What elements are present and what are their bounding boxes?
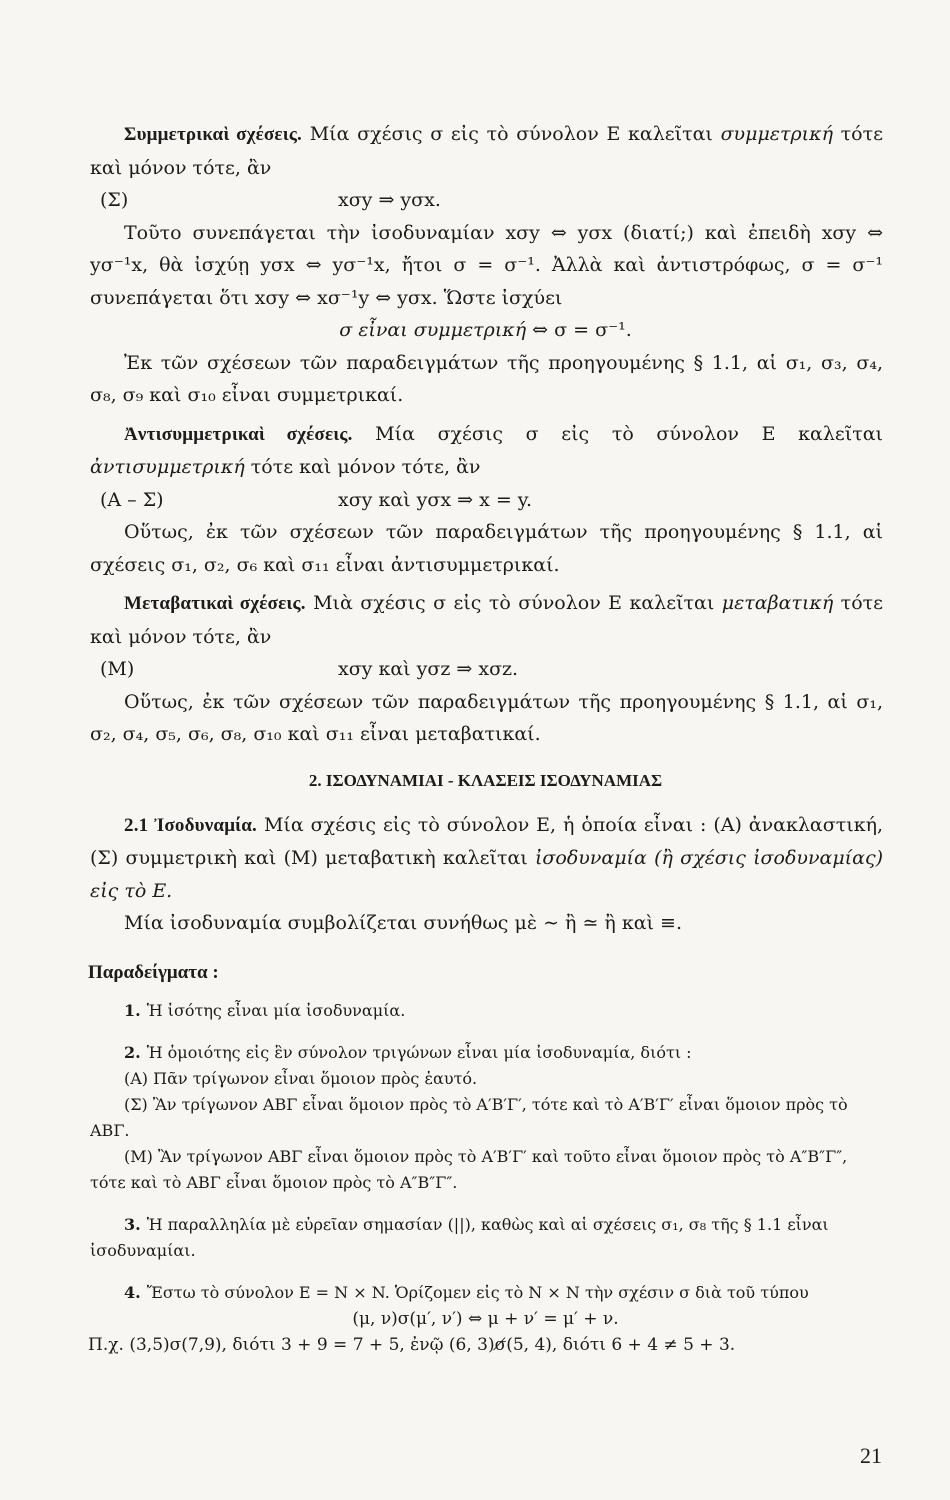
example-2: 2. Ἡ ὁμοιότης εἰς ἓν σύνολον τριγώνων εἶναι μία ἰσοδυναμία, διότι : (Α) Πᾶν τρίγωνον εἶναι ὅμοιον πρὸς ἑαυτό. (Σ) Ἂν τρίγωνον ΑΒΓ εἶναι ὅμοιον πρὸς τὸ Α′Β′Γ′, τότε καὶ τὸ Α′Β′Γ′ εἶναι ὅμοιον πρὸς τὸ ΑΒΓ. (Μ) Ἂν τρίγωνον ΑΒΓ εἶναι ὅμοιον πρὸς τὸ Α′Β′Γ′ καὶ τοῦτο εἶναι ὅμοιον πρὸς τὸ Α″Β″Γ″, τότε καὶ τὸ ΑΒΓ εἶναι ὅμοιον πρὸς τὸ Α″Β″Γ″. xyxy=(90,1042,848,1192)
example-3: 3. Ἡ παραλληλία μὲ εὐρεῖαν σημασίαν (||), καθὼς καὶ αἱ σχέσεις σ₁, σ₈ τῆς § 1.1 εἶναι ἰσοδυναμίαι. xyxy=(90,1214,829,1260)
transitive-definition: Μεταβατικαὶ σχέσεις. Μιὰ σχέσις σ εἰς τὸ σύνολον Ε καλεῖται μεταβατική τότε καὶ μόνον τότε, ἂν xyxy=(90,592,883,648)
page-number: 21 xyxy=(860,1443,882,1468)
section-title: 2. ΙΣΟΔΥΝΑΜΙΑΙ - ΚΛΑΣΕΙΣ ΙΣΟΔΥΝΑΜΙΑΣ xyxy=(308,770,663,790)
symmetric-equivalence: σ εἶναι συμμετρική ⇔ σ = σ⁻¹. xyxy=(339,319,632,341)
example-4: 4. Ἔστω τὸ σύνολον Ε = N × N. Ὁρίζομεν εἰς τὸ N × N τὴν σχέσιν σ διὰ τοῦ τύπου (μ, ν)σ(μ′, ν′) ⇔ μ + ν′ = μ′ + ν. Π.χ. (3,5)σ(7,9), διότι 3 + 9 = 7 + 5, ἐνῷ (6, 3)σ̸(5, 4), διότι 6 + 4 ≠ 5 + 3. xyxy=(88,1280,883,1358)
example-4-instance: Π.χ. (3,5)σ(7,9), διότι 3 + 9 = 7 + 5, ἐνῷ (6, 3)σ̸(5, 4), διότι 6 + 4 ≠ 5 + 3. xyxy=(88,1334,736,1355)
symmetric-term: συμμετρική xyxy=(720,123,833,145)
symmetric-heading: Συμμετρικαὶ σχέσεις. xyxy=(124,124,303,145)
transitive-term: μεταβατική xyxy=(721,592,834,614)
equivalence-heading: 2.1 Ἰσοδυναμία. xyxy=(124,814,258,836)
antisymmetric-term: ἀντισυμμετρική xyxy=(90,456,245,478)
transitive-examples: Οὕτως, ἐκ τῶν σχέσεων τῶν παραδειγμάτων τῆς προηγουμένης § 1.1, αἱ σ₁, σ₂, σ₄, σ₅, σ₆, σ₈, σ₁₀ καὶ σ₁₁ εἶναι μεταβατικαί. xyxy=(90,690,883,745)
page-body xyxy=(88,118,883,1358)
symmetric-definition: Συμμετρικαὶ σχέσεις. Μία σχέσις σ εἰς τὸ σύνολον Ε καλεῖται συμμετρική τότε καὶ μόνον τότε, ἂν xyxy=(90,123,883,179)
symmetric-examples: Ἐκ τῶν σχέσεων τῶν παραδειγμάτων τῆς προηγουμένης § 1.1, αἱ σ₁, σ₃, σ₄, σ₈, σ₉ καὶ σ₁₀ εἶναι συμμετρικαί. xyxy=(90,351,883,406)
equivalence-symbols: Μία ἰσοδυναμία συμβολίζεται συνήθως μὲ ∼ ἢ ≃ ἢ καὶ ≡. xyxy=(124,912,682,934)
antisymmetric-examples: Οὕτως, ἐκ τῶν σχέσεων τῶν παραδειγμάτων τῆς προηγουμένης § 1.1, αἱ σχέσεις σ₁, σ₂, σ₆ καὶ σ₁₁ εἶναι ἀντισυμμετρικαί. xyxy=(90,521,883,576)
example-4-formula: (μ, ν)σ(μ′, ν′) ⇔ μ + ν′ = μ′ + ν. xyxy=(352,1308,619,1329)
equivalence-term: ἰσοδυναμία (ἢ σχέσις ἰσοδυναμίας) εἰς τὸ Ε. xyxy=(90,847,884,902)
transitive-formula: (Μ) xσy καὶ yσz ⇒ xσz. xyxy=(100,658,519,680)
example-1: 1. Ἡ ἰσότης εἶναι μία ἰσοδυναμία. xyxy=(124,1000,406,1020)
symmetric-explanation: Τοῦτο συνεπάγεται τὴν ἰσοδυναμίαν xσy ⇔ yσx (διατί;) καὶ ἐπειδὴ xσy ⇔ yσ⁻¹x, θὰ ἰσχύῃ yσx ⇔ yσ⁻¹x, ἤτοι σ = σ⁻¹. Ἀλλὰ καὶ ἀντιστρόφως, σ = σ⁻¹ συνεπάγεται ὅτι xσy ⇔ xσ⁻¹y ⇔ yσx. Ὥστε ἰσχύει xyxy=(90,221,883,309)
antisymmetric-definition: Ἀντισυμμετρικαὶ σχέσεις. Μία σχέσις σ εἰς τὸ σύνολον Ε καλεῖται ἀντισυμμετρική τότε καὶ μόνον τότε, ἂν xyxy=(90,422,883,478)
symmetric-formula: (Σ) xσy ⇒ yσx. xyxy=(100,189,441,211)
antisymmetric-formula: (Α – Σ) xσy καὶ yσx ⇒ x = y. xyxy=(100,488,533,511)
transitive-heading: Μεταβατικαὶ σχέσεις. xyxy=(124,593,306,614)
examples-title: Παραδείγματα : xyxy=(88,961,219,983)
equivalence-definition: 2.1 Ἰσοδυναμία. Μία σχέσις εἰς τὸ σύνολον Ε, ἡ ὁποία εἶναι : (Α) ἀνακλαστική, (Σ) συμμετρικὴ καὶ (Μ) μεταβατικὴ καλεῖται ἰσοδυναμία (ἢ σχέσις ἰσοδυναμίας) εἰς τὸ Ε. xyxy=(90,813,884,902)
antisymmetric-heading: Ἀντισυμμετρικαὶ σχέσεις. xyxy=(124,423,353,445)
